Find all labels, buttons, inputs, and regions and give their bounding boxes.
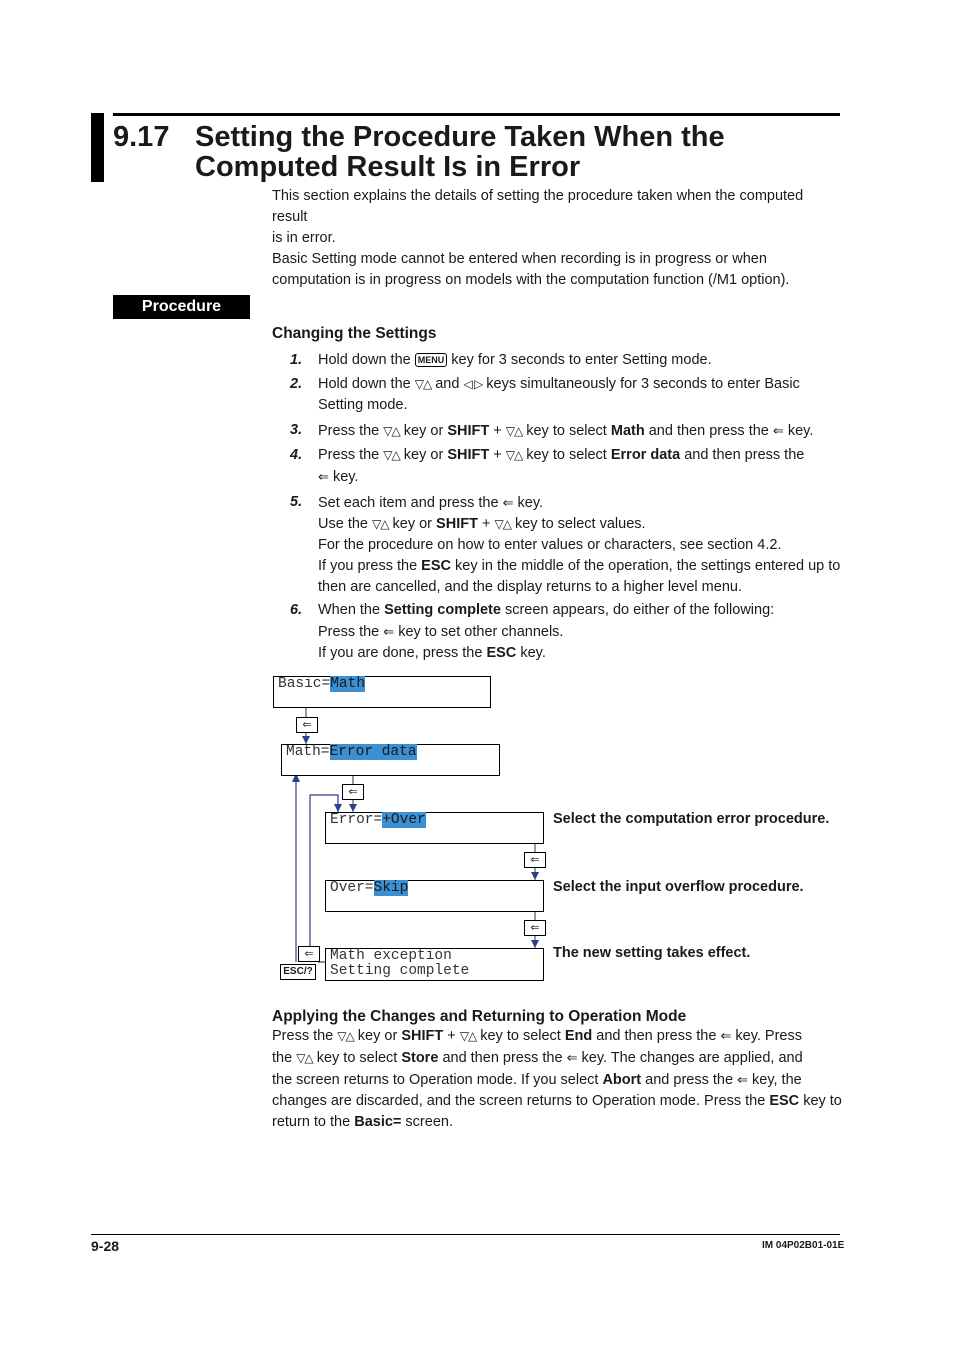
screen-name: Setting complete [384,602,501,618]
para-text: key to select [316,1050,398,1066]
step-text: key. [520,645,546,661]
title-line1: Setting the Procedure Taken When the [195,121,725,153]
step-number: 3. [290,422,303,438]
intro-line: This section explains the details of setting the procedure taken when the computed result [272,188,804,225]
step-text: keys simultaneously for 3 seconds to enter Basic [486,376,800,392]
step-text: If you are done, press the [318,645,483,661]
shift-key-label: SHIFT [447,447,490,463]
lcd-basic-screen [273,676,491,708]
note-computation-error: Select the computation error procedure. [553,811,830,827]
changing-heading: Changing the Settings [272,325,437,342]
shift-key-label: SHIFT [401,1028,444,1044]
lcd-setting-complete-screen [325,948,544,981]
option-name: Store [401,1050,439,1066]
shift-key-label: SHIFT [436,516,478,532]
lcd-label: Math= [286,744,330,760]
lcd-value: Math [330,676,366,692]
lcd-label: Error= [330,812,383,828]
step-text: Press the [318,624,380,640]
intro-line: computation is in progress on models with the computation function (/M1 option). [272,272,790,288]
option-name: Abort [602,1072,642,1088]
enter-key-icon: ⇐ [772,423,784,438]
step-text: then are cancelled, and the display returns to a higher level menu. [318,579,742,595]
enter-key-icon: ⇐ [566,1050,578,1065]
step-text: Press the [318,447,380,463]
step-text: key to select values. [514,516,646,532]
step-text: key for 3 seconds to enter Setting mode. [451,352,712,368]
enter-key-icon: ⇐ [342,784,364,800]
lcd-value: Error data [329,744,417,760]
enter-key-icon: ⇐ [296,717,318,733]
down-up-arrow-icon: ▽△ [505,424,523,438]
lcd-math-screen [281,744,500,776]
lcd-over-screen [325,880,544,912]
para-text: and press the [645,1072,734,1088]
para-text: changes are discarded, and the screen returns to Operation mode. Press the [272,1093,766,1109]
para-text: key or [357,1028,398,1044]
para-text: key to [803,1093,842,1109]
option-name: End [564,1028,593,1044]
section-number: 9.17 [113,121,170,153]
step-text: key to select [526,447,607,463]
down-up-arrow-icon: ▽△ [383,448,400,462]
para-text: the [272,1050,293,1066]
step-text: and then press the [648,423,769,439]
esc-key-label: ESC [486,645,517,661]
step-text: key or [403,447,444,463]
para-text: the screen returns to Operation mode. If you select [272,1072,599,1088]
step-text: key to set other channels. [398,624,564,640]
down-up-arrow-icon: ▽△ [296,1051,313,1065]
step-number: 4. [290,447,303,463]
step-text: For the procedure on how to enter values or characters, see section 4.2. [318,537,782,553]
step-number: 1. [290,352,303,368]
down-up-arrow-icon: ▽△ [414,377,432,391]
para-text: return to the [272,1114,351,1130]
step-text: screen appears, do either of the following: [504,602,775,618]
step-text: key to select [526,423,607,439]
esc-key-label: ESC [769,1093,800,1109]
title-line2: Computed Result Is in Error [195,151,581,183]
para-text: key. The changes are applied, and [581,1050,803,1066]
step-text: Hold down the [318,352,411,368]
note-input-overflow: Select the input overflow procedure. [553,879,804,895]
step-text: key. [787,423,814,439]
down-up-arrow-icon: ▽△ [505,448,523,462]
enter-key-icon: ⇐ [318,469,329,484]
para-text: + [447,1028,456,1044]
step-text: key or [403,423,444,439]
step-text: key. [332,469,359,485]
step-text: + [481,516,491,532]
down-up-arrow-icon: ▽△ [494,517,511,531]
left-right-arrow-icon: ◁ ▷ [463,377,483,391]
para-text: key. Press [735,1028,802,1044]
step-text: If you press the [318,558,418,574]
footer-rule [91,1234,840,1235]
step-number: 6. [290,602,303,618]
lcd-line: Math exception [330,948,452,964]
step-text: and [435,376,460,392]
para-text: and then press the [442,1050,563,1066]
menu-item-name: Math [610,423,645,439]
enter-key-icon: ⇐ [524,920,546,936]
step-number: 5. [290,494,303,510]
enter-key-icon: ⇐ [720,1028,732,1043]
lcd-label: Basic= [278,676,331,692]
step-text: Use the [318,516,368,532]
step-text: Press the [318,423,380,439]
procedure-label: Procedure [113,295,250,319]
para-text: key to select [480,1028,561,1044]
lcd-label: Over= [330,880,374,896]
document-id: IM 04P02B01-01E [762,1240,845,1251]
enter-key-icon: ⇐ [502,495,514,510]
enter-key-icon: ⇐ [524,852,546,868]
intro-line: Basic Setting mode cannot be entered when recording is in progress or when [272,251,767,267]
menu-item-name: Error data [610,447,681,463]
step-text: + [493,447,502,463]
step-text: key in the middle of the operation, the settings entered up to [455,558,841,574]
step-text: Setting mode. [318,397,408,413]
note-setting-effect: The new setting takes effect. [553,945,751,961]
esc-key-icon: ESC/? [280,964,316,980]
applying-heading: Applying the Changes and Returning to Operation Mode [272,1008,687,1025]
step-text: Hold down the [318,376,411,392]
down-up-arrow-icon: ▽△ [459,1029,477,1043]
para-text: and then press the [596,1028,717,1044]
lcd-value: +Over [382,812,426,828]
screen-name: Basic= [354,1114,402,1130]
step-text: When the [318,602,381,618]
lcd-value: Skip [373,880,409,896]
para-text: key, the [752,1072,802,1088]
lcd-line: Setting complete [330,963,470,979]
lcd-error-screen [325,812,544,844]
down-up-arrow-icon: ▽△ [372,517,389,531]
step-number: 2. [290,376,303,392]
step-text: Set each item and press the [318,495,499,511]
step-text: and then press the [684,447,805,463]
shift-key-label: SHIFT [447,423,490,439]
esc-key-label: ESC [421,558,451,574]
step-text: key or [392,516,433,532]
intro-line: is in error. [272,230,336,246]
enter-key-icon: ⇐ [737,1072,748,1087]
step-text: + [493,423,502,439]
page-number: 9-28 [91,1238,120,1254]
enter-key-icon: ⇐ [383,624,395,639]
applying-text [272,1025,844,1133]
para-text: screen. [405,1114,453,1130]
menu-key-icon: MENU [415,353,448,367]
down-up-arrow-icon: ▽△ [337,1029,354,1043]
enter-key-icon: ⇐ [298,946,320,962]
para-text: Press the [272,1028,334,1044]
down-up-arrow-icon: ▽△ [383,424,400,438]
step-text: key. [517,495,544,511]
